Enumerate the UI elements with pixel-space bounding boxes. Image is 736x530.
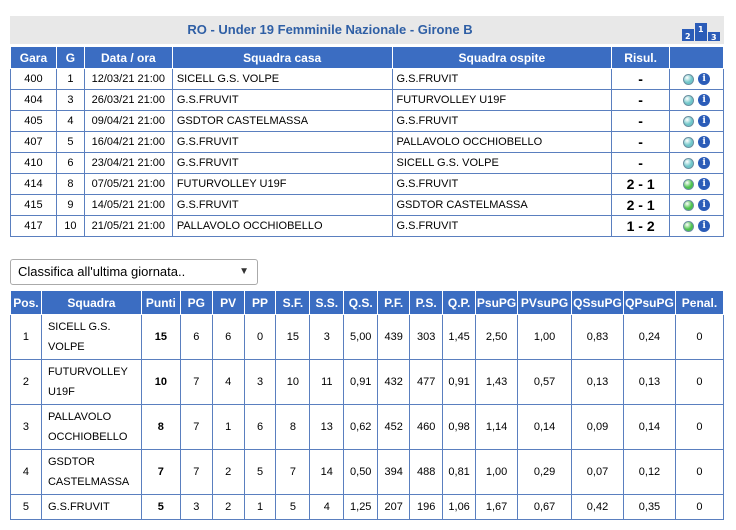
standings-sf: 15 [276, 315, 310, 360]
match-giornata: 1 [56, 69, 84, 90]
standings-qpsupg: 0,24 [624, 315, 676, 360]
match-home-team: G.S.FRUVIT [172, 195, 392, 216]
match-status-icon [683, 179, 694, 190]
standings-psupg: 1,00 [476, 450, 518, 495]
standings-penal: 0 [675, 405, 723, 450]
match-row[interactable] [11, 216, 724, 237]
header-bar [10, 16, 724, 44]
standings-pg: 7 [180, 405, 212, 450]
standings-select-value: Classifica all'ultima giornata.. [18, 264, 186, 279]
match-giornata: 6 [56, 153, 84, 174]
matches-table [10, 46, 724, 237]
match-gara: 417 [11, 216, 57, 237]
match-giornata: 5 [56, 132, 84, 153]
match-gara: 404 [11, 90, 57, 111]
match-gara: 400 [11, 69, 57, 90]
standings-team[interactable]: PALLAVOLO OCCHIOBELLO [41, 405, 141, 450]
info-icon[interactable]: i [698, 157, 710, 169]
standings-penal: 0 [675, 495, 723, 520]
standings-pos: 2 [11, 360, 42, 405]
match-gara: 415 [11, 195, 57, 216]
match-actions [670, 153, 724, 174]
standings-pv: 1 [212, 405, 244, 450]
standings-pp: 1 [244, 495, 276, 520]
standings-team[interactable]: GSDTOR CASTELMASSA [41, 450, 141, 495]
standings-ps: 196 [410, 495, 443, 520]
standings-ss: 14 [310, 450, 344, 495]
match-row[interactable] [11, 111, 724, 132]
match-actions [670, 216, 724, 237]
standings-ss: 13 [310, 405, 344, 450]
standings-column-header[interactable]: P.S. [410, 291, 443, 315]
match-gara: 414 [11, 174, 57, 195]
match-actions [670, 111, 724, 132]
match-status-icon [683, 200, 694, 211]
column-header-giornata[interactable]: G [56, 47, 84, 69]
match-result: - [612, 90, 670, 111]
match-status-icon [683, 221, 694, 232]
standings-qs: 0,91 [344, 360, 378, 405]
match-status-icon [683, 137, 694, 148]
standings-ps: 488 [410, 450, 443, 495]
standings-ps: 460 [410, 405, 443, 450]
standings-pvsupg: 0,67 [518, 495, 572, 520]
match-date: 26/03/21 21:00 [84, 90, 172, 111]
match-away-team: G.S.FRUVIT [392, 111, 612, 132]
standings-column-header[interactable]: P.F. [378, 291, 410, 315]
standings-pf: 452 [378, 405, 410, 450]
page-title: RO - Under 19 Femminile Nazionale - Girone B [187, 22, 473, 37]
standings-column-header[interactable]: Q.P. [443, 291, 476, 315]
standings-column-header[interactable]: Squadra [41, 291, 141, 315]
standings-qs: 1,25 [344, 495, 378, 520]
match-gara: 410 [11, 153, 57, 174]
match-date: 14/05/21 21:00 [84, 195, 172, 216]
standings-column-header[interactable]: Pos. [11, 291, 42, 315]
column-header-squadra-casa[interactable]: Squadra casa [172, 47, 392, 69]
standings-select[interactable] [10, 259, 258, 285]
match-result: - [612, 153, 670, 174]
standings-punti: 5 [141, 495, 180, 520]
standings-psupg: 2,50 [476, 315, 518, 360]
standings-pvsupg: 1,00 [518, 315, 572, 360]
match-gara: 407 [11, 132, 57, 153]
standings-column-header[interactable]: PV [212, 291, 244, 315]
info-icon[interactable]: i [698, 73, 710, 85]
standings-column-header[interactable]: S.S. [310, 291, 344, 315]
standings-column-header[interactable]: S.F. [276, 291, 310, 315]
standings-column-header[interactable]: QSsuPG [572, 291, 624, 315]
standings-sf: 5 [276, 495, 310, 520]
match-home-team: SICELL G.S. VOLPE [172, 69, 392, 90]
info-icon[interactable]: i [698, 115, 710, 127]
match-actions [670, 69, 724, 90]
info-icon[interactable]: i [698, 220, 710, 232]
standings-pp: 6 [244, 405, 276, 450]
standings-psupg: 1,14 [476, 405, 518, 450]
match-date: 09/04/21 21:00 [84, 111, 172, 132]
standings-pvsupg: 0,57 [518, 360, 572, 405]
standings-header-row [11, 291, 724, 315]
standings-column-header[interactable]: PVsuPG [518, 291, 572, 315]
standings-pv: 6 [212, 315, 244, 360]
svg-text:2: 2 [685, 32, 691, 41]
match-row[interactable] [11, 174, 724, 195]
match-result: 2 - 1 [612, 174, 670, 195]
standings-column-header[interactable]: PP [244, 291, 276, 315]
match-home-team: GSDTOR CASTELMASSA [172, 111, 392, 132]
standings-ss: 3 [310, 315, 344, 360]
standings-pf: 207 [378, 495, 410, 520]
standings-column-header[interactable]: Penal. [675, 291, 723, 315]
standings-pvsupg: 0,29 [518, 450, 572, 495]
match-home-team: G.S.FRUVIT [172, 90, 392, 111]
chevron-down-icon: ▼ [239, 266, 249, 277]
match-row[interactable] [11, 69, 724, 90]
standings-pv: 4 [212, 360, 244, 405]
standings-qp: 0,81 [443, 450, 476, 495]
standings-qpsupg: 0,35 [624, 495, 676, 520]
column-header-data-ora[interactable]: Data / ora [84, 47, 172, 69]
match-away-team: G.S.FRUVIT [392, 69, 612, 90]
standings-team[interactable]: G.S.FRUVIT [41, 495, 141, 520]
standings-row [11, 495, 724, 520]
match-status-icon [683, 158, 694, 169]
standings-punti: 10 [141, 360, 180, 405]
standings-pp: 5 [244, 450, 276, 495]
match-away-team: FUTURVOLLEY U19F [392, 90, 612, 111]
standings-pf: 439 [378, 315, 410, 360]
standings-pos: 5 [11, 495, 42, 520]
match-home-team: FUTURVOLLEY U19F [172, 174, 392, 195]
standings-qpsupg: 0,14 [624, 405, 676, 450]
match-away-team: PALLAVOLO OCCHIOBELLO [392, 132, 612, 153]
standings-pp: 0 [244, 315, 276, 360]
standings-punti: 8 [141, 405, 180, 450]
standings-penal: 0 [675, 450, 723, 495]
standings-pos: 3 [11, 405, 42, 450]
standings-qs: 5,00 [344, 315, 378, 360]
standings-sf: 8 [276, 405, 310, 450]
standings-team[interactable]: SICELL G.S. VOLPE [41, 315, 141, 360]
standings-qs: 0,62 [344, 405, 378, 450]
standings-qssupg: 0,07 [572, 450, 624, 495]
match-status-icon [683, 95, 694, 106]
match-result: - [612, 69, 670, 90]
standings-qpsupg: 0,13 [624, 360, 676, 405]
standings-qssupg: 0,42 [572, 495, 624, 520]
standings-qssupg: 0,09 [572, 405, 624, 450]
standings-qpsupg: 0,12 [624, 450, 676, 495]
match-away-team: GSDTOR CASTELMASSA [392, 195, 612, 216]
match-giornata: 9 [56, 195, 84, 216]
column-header-squadra-ospite[interactable]: Squadra ospite [392, 47, 612, 69]
standings-ss: 4 [310, 495, 344, 520]
match-giornata: 8 [56, 174, 84, 195]
match-result: 1 - 2 [612, 216, 670, 237]
standings-pf: 394 [378, 450, 410, 495]
standings-pp: 3 [244, 360, 276, 405]
info-icon[interactable]: i [698, 178, 710, 190]
standings-column-header[interactable]: Q.S. [344, 291, 378, 315]
svg-text:3: 3 [711, 33, 717, 41]
standings-pos: 1 [11, 315, 42, 360]
standings-pg: 3 [180, 495, 212, 520]
match-status-icon [683, 74, 694, 85]
match-result: - [612, 132, 670, 153]
match-row[interactable] [11, 195, 724, 216]
match-away-team: SICELL G.S. VOLPE [392, 153, 612, 174]
match-row[interactable] [11, 90, 724, 111]
match-date: 12/03/21 21:00 [84, 69, 172, 90]
standings-ps: 303 [410, 315, 443, 360]
matches-header-row [11, 47, 724, 69]
match-row[interactable] [11, 153, 724, 174]
standings-row [11, 360, 724, 405]
standings-pv: 2 [212, 450, 244, 495]
standings-psupg: 1,67 [476, 495, 518, 520]
standings-ss: 11 [310, 360, 344, 405]
match-status-icon [683, 116, 694, 127]
standings-table [10, 290, 724, 520]
standings-pf: 432 [378, 360, 410, 405]
standings-row [11, 405, 724, 450]
standings-psupg: 1,43 [476, 360, 518, 405]
standings-qssupg: 0,13 [572, 360, 624, 405]
match-giornata: 10 [56, 216, 84, 237]
standings-column-header[interactable]: QPsuPG [624, 291, 676, 315]
match-actions [670, 90, 724, 111]
standings-pvsupg: 0,14 [518, 405, 572, 450]
match-giornata: 3 [56, 90, 84, 111]
standings-column-header[interactable]: PsuPG [476, 291, 518, 315]
info-icon[interactable]: i [698, 199, 710, 211]
match-row[interactable] [11, 132, 724, 153]
standings-qp: 1,06 [443, 495, 476, 520]
standings-penal: 0 [675, 315, 723, 360]
match-actions [670, 195, 724, 216]
match-away-team: G.S.FRUVIT [392, 216, 612, 237]
match-home-team: G.S.FRUVIT [172, 153, 392, 174]
match-date: 16/04/21 21:00 [84, 132, 172, 153]
standings-punti: 7 [141, 450, 180, 495]
standings-pg: 6 [180, 315, 212, 360]
match-actions [670, 174, 724, 195]
info-icon[interactable]: i [698, 136, 710, 148]
match-actions [670, 132, 724, 153]
standings-row [11, 315, 724, 360]
match-giornata: 4 [56, 111, 84, 132]
standings-qp: 0,98 [443, 405, 476, 450]
match-date: 07/05/21 21:00 [84, 174, 172, 195]
standings-column-header[interactable]: Punti [141, 291, 180, 315]
standings-pv: 2 [212, 495, 244, 520]
standings-pg: 7 [180, 360, 212, 405]
standings-qssupg: 0,83 [572, 315, 624, 360]
column-header-actions [670, 47, 724, 69]
standings-penal: 0 [675, 360, 723, 405]
standings-punti: 15 [141, 315, 180, 360]
standings-ps: 477 [410, 360, 443, 405]
match-result: 2 - 1 [612, 195, 670, 216]
match-gara: 405 [11, 111, 57, 132]
match-home-team: G.S.FRUVIT [172, 132, 392, 153]
standings-column-header[interactable]: PG [180, 291, 212, 315]
match-result: - [612, 111, 670, 132]
standings-qs: 0,50 [344, 450, 378, 495]
column-header-gara[interactable]: Gara [11, 47, 57, 69]
svg-text:1: 1 [698, 25, 704, 34]
standings-qp: 1,45 [443, 315, 476, 360]
podium-icon[interactable] [682, 21, 720, 41]
standings-sf: 7 [276, 450, 310, 495]
info-icon[interactable]: i [698, 94, 710, 106]
match-date: 21/05/21 21:00 [84, 216, 172, 237]
match-away-team: G.S.FRUVIT [392, 174, 612, 195]
column-header-risultato[interactable]: Risul. [612, 47, 670, 69]
standings-pg: 7 [180, 450, 212, 495]
standings-pos: 4 [11, 450, 42, 495]
standings-row [11, 450, 724, 495]
match-date: 23/04/21 21:00 [84, 153, 172, 174]
standings-sf: 10 [276, 360, 310, 405]
standings-team[interactable]: FUTURVOLLEY U19F [41, 360, 141, 405]
standings-qp: 0,91 [443, 360, 476, 405]
match-home-team: PALLAVOLO OCCHIOBELLO [172, 216, 392, 237]
